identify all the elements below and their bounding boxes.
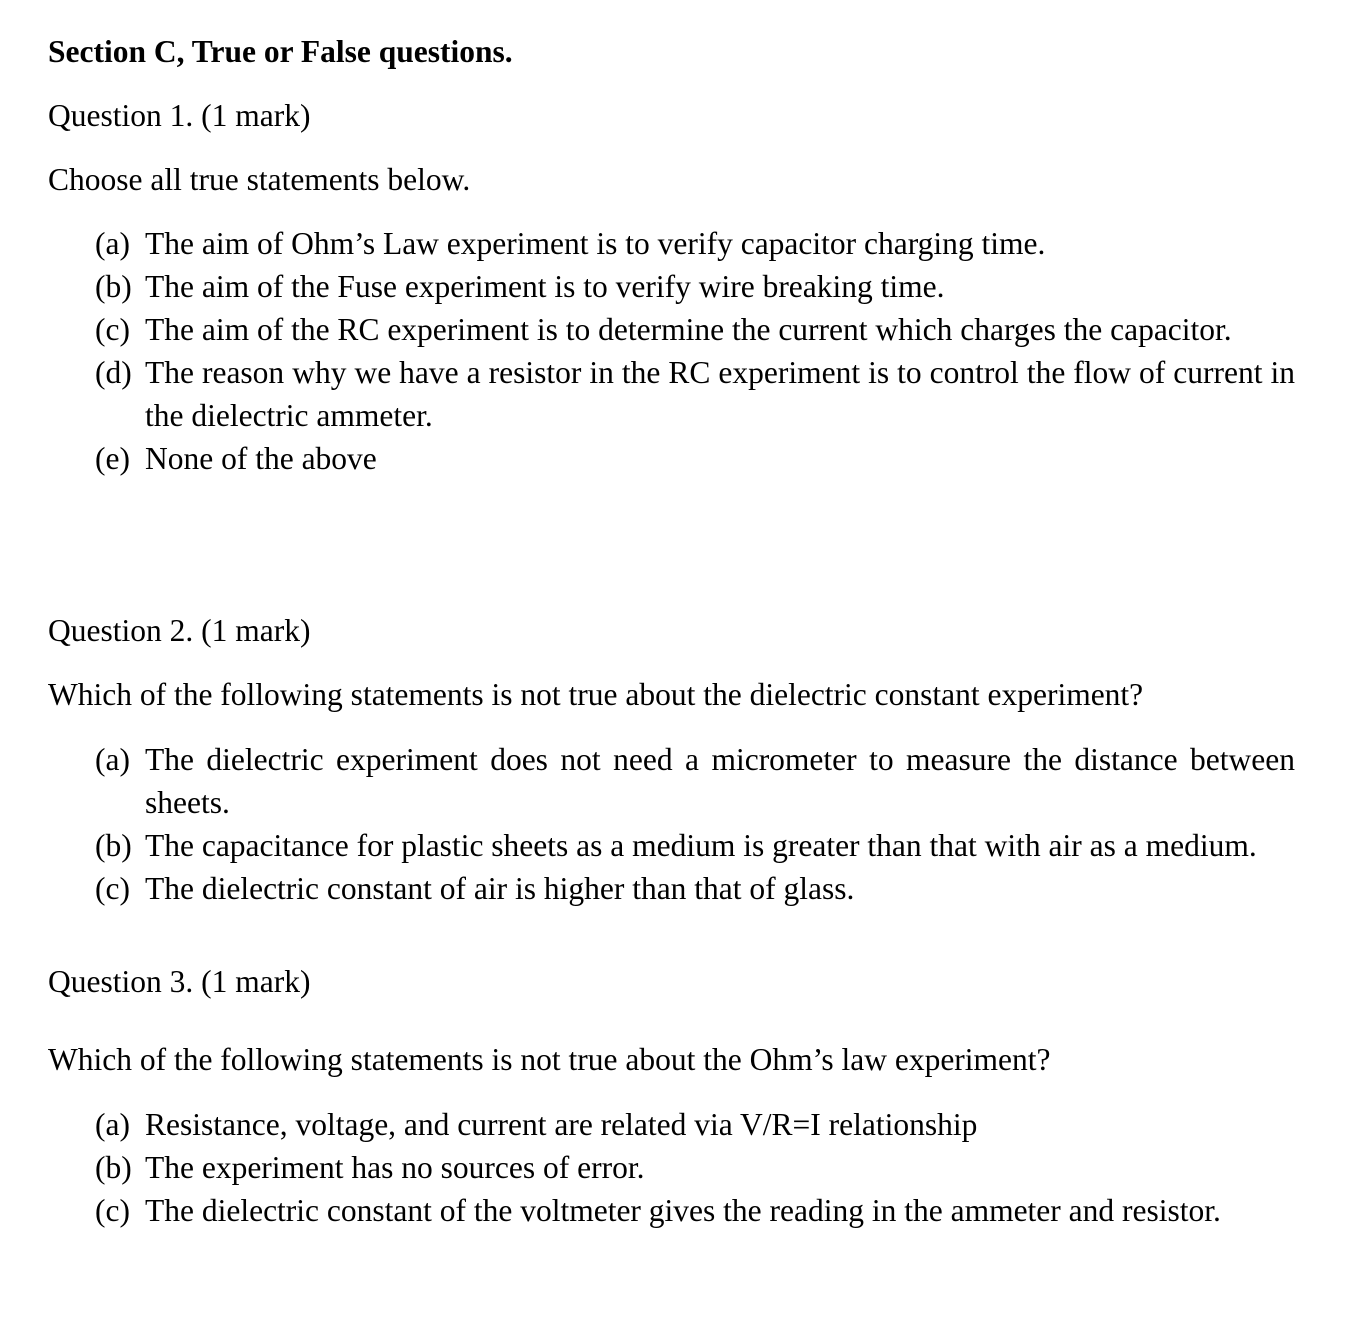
option-item: [95, 1146, 1295, 1189]
option-item: [95, 437, 1295, 480]
option-text: The reason why we have a resistor in the RC experiment is to control the flow of current in the dielectric ammeter.: [145, 355, 1295, 433]
option-text: The capacitance for plastic sheets as a medium is greater than that with air as a medium.: [145, 828, 1257, 863]
question-1-prompt: Choose all true statements below.: [48, 162, 471, 197]
question-1-options: [95, 222, 1295, 480]
option-label: (b): [95, 1150, 132, 1185]
option-label: (c): [95, 871, 130, 906]
section-title: Section C, True or False questions.: [48, 34, 513, 69]
option-item: [95, 265, 1295, 308]
option-label: (b): [95, 828, 132, 863]
option-text: The dielectric constant of air is higher than that of glass.: [145, 871, 855, 906]
option-text: The dielectric constant of the voltmeter gives the reading in the ammeter and resistor.: [145, 1193, 1221, 1228]
option-label: (a): [95, 1107, 130, 1142]
option-item: [95, 824, 1295, 867]
option-label: (c): [95, 312, 130, 347]
question-1-title: Question 1. (1 mark): [48, 98, 311, 133]
option-text: The aim of Ohm’s Law experiment is to verify capacitor charging time.: [145, 226, 1046, 261]
option-label: (a): [95, 742, 130, 777]
question-3-title: Question 3. (1 mark): [48, 964, 311, 999]
option-item: [95, 308, 1295, 351]
option-label: (b): [95, 269, 132, 304]
option-text: The aim of the Fuse experiment is to verify wire breaking time.: [145, 269, 945, 304]
question-3-options: [95, 1103, 1295, 1232]
question-2-options: [95, 738, 1295, 910]
option-item: [95, 867, 1295, 910]
option-text: The experiment has no sources of error.: [145, 1150, 645, 1185]
option-label: (d): [95, 355, 132, 390]
option-text: The dielectric experiment does not need a micrometer to measure the distance between sheets.: [145, 742, 1295, 820]
option-text: None of the above: [145, 441, 377, 476]
question-2-title: Question 2. (1 mark): [48, 613, 311, 648]
option-label: (c): [95, 1193, 130, 1228]
option-text: The aim of the RC experiment is to determine the current which charges the capacitor.: [145, 312, 1232, 347]
option-item: [95, 1103, 1295, 1146]
question-3-prompt: Which of the following statements is not true about the Ohm’s law experiment?: [48, 1042, 1051, 1077]
option-item: [95, 1189, 1295, 1232]
option-item: [95, 738, 1295, 824]
option-item: [95, 222, 1295, 265]
option-label: (e): [95, 441, 130, 476]
option-label: (a): [95, 226, 130, 261]
option-item: [95, 351, 1295, 437]
question-2-prompt: Which of the following statements is not true about the dielectric constant experiment?: [48, 677, 1144, 712]
option-text: Resistance, voltage, and current are related via V/R=I relationship: [145, 1107, 978, 1142]
